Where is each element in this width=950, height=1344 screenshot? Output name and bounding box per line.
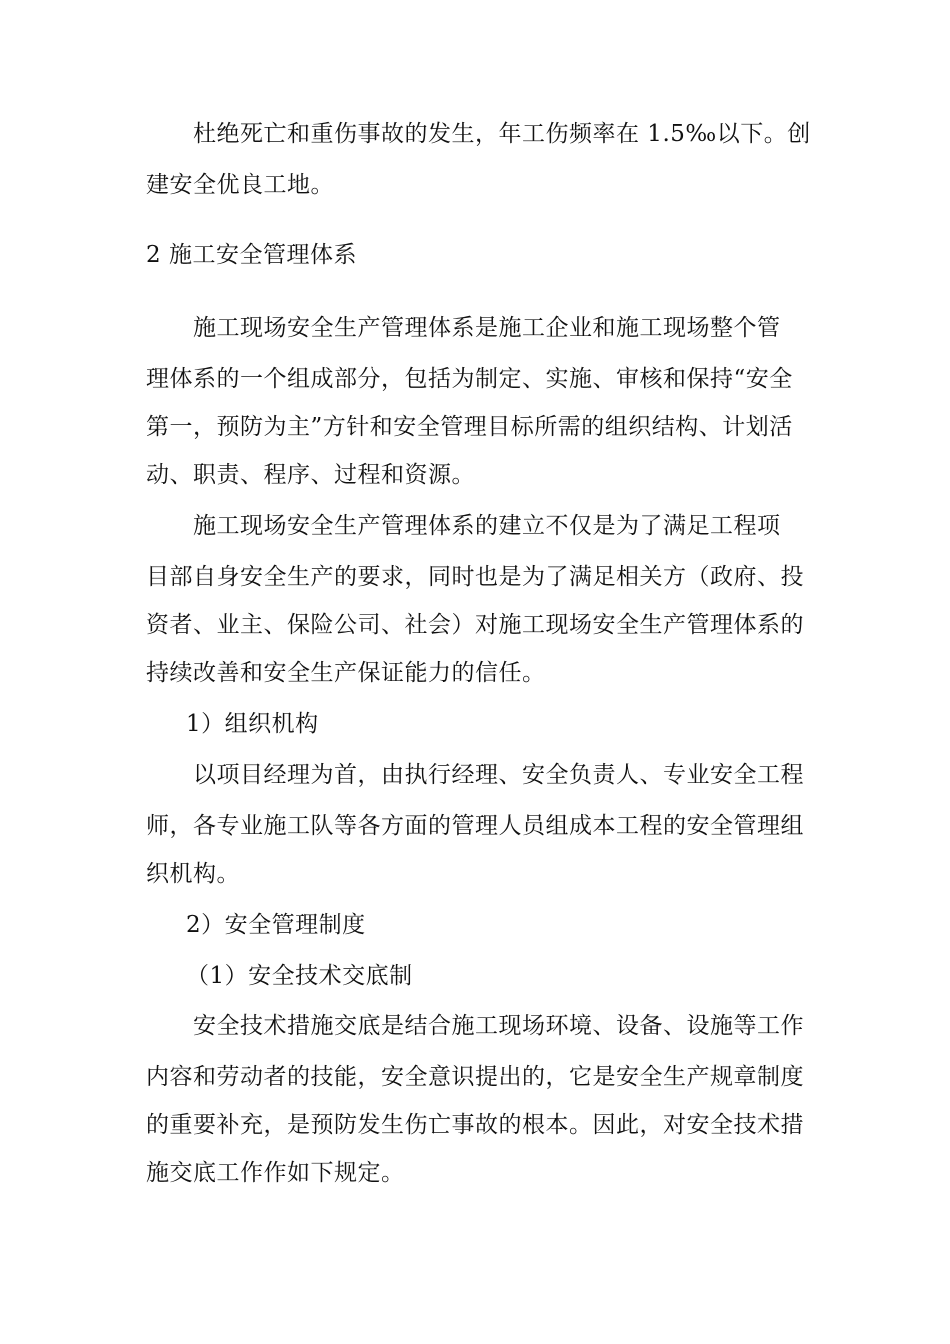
paragraph-4-line-3: 织机构。	[146, 861, 240, 887]
subheading-organization: 1）组织机构	[186, 711, 319, 737]
paragraph-1-line-2: 建安全优良工地。	[146, 172, 334, 198]
paragraph-2-line-3: 第一，预防为主”方针和安全管理目标所需的组织结构、计划活	[146, 414, 793, 440]
paragraph-5-line-4: 施交底工作作如下规定。	[146, 1160, 405, 1186]
paragraph-5-line-1: 安全技术措施交底是结合施工现场环境、设备、设施等工作	[193, 1013, 804, 1039]
paragraph-3-line-1: 施工现场安全生产管理体系的建立不仅是为了满足工程项	[193, 513, 781, 539]
paragraph-2-line-1: 施工现场安全生产管理体系是施工企业和施工现场整个管	[193, 315, 781, 341]
paragraph-1-line-1: 杜绝死亡和重伤事故的发生，年工伤频率在 1.5‰以下。创	[193, 121, 811, 147]
paragraph-4-line-1: 以项目经理为首，由执行经理、安全负责人、专业安全工程	[193, 762, 804, 788]
paragraph-4-line-2: 师，各专业施工队等各方面的管理人员组成本工程的安全管理组	[146, 813, 804, 839]
paragraph-3-line-3: 资者、业主、保险公司、社会）对施工现场安全生产管理体系的	[146, 612, 804, 638]
subheading-management-system: 2）安全管理制度	[186, 912, 366, 938]
paragraph-2-line-4: 动、职责、程序、过程和资源。	[146, 462, 475, 488]
paragraph-5-line-3: 的重要补充，是预防发生伤亡事故的根本。因此，对安全技术措	[146, 1112, 804, 1138]
paragraph-3-line-2: 目部自身安全生产的要求，同时也是为了满足相关方（政府、投	[146, 564, 804, 590]
paragraph-2-line-2: 理体系的一个组成部分，包括为制定、实施、审核和保持“安全	[146, 366, 793, 392]
paragraph-5-line-2: 内容和劳动者的技能，安全意识提出的，它是安全生产规章制度	[146, 1064, 804, 1090]
section-heading: 2 施工安全管理体系	[146, 242, 357, 268]
paragraph-3-line-4: 持续改善和安全生产保证能力的信任。	[146, 660, 546, 686]
subheading-safety-briefing: （1）安全技术交底制	[186, 963, 413, 989]
